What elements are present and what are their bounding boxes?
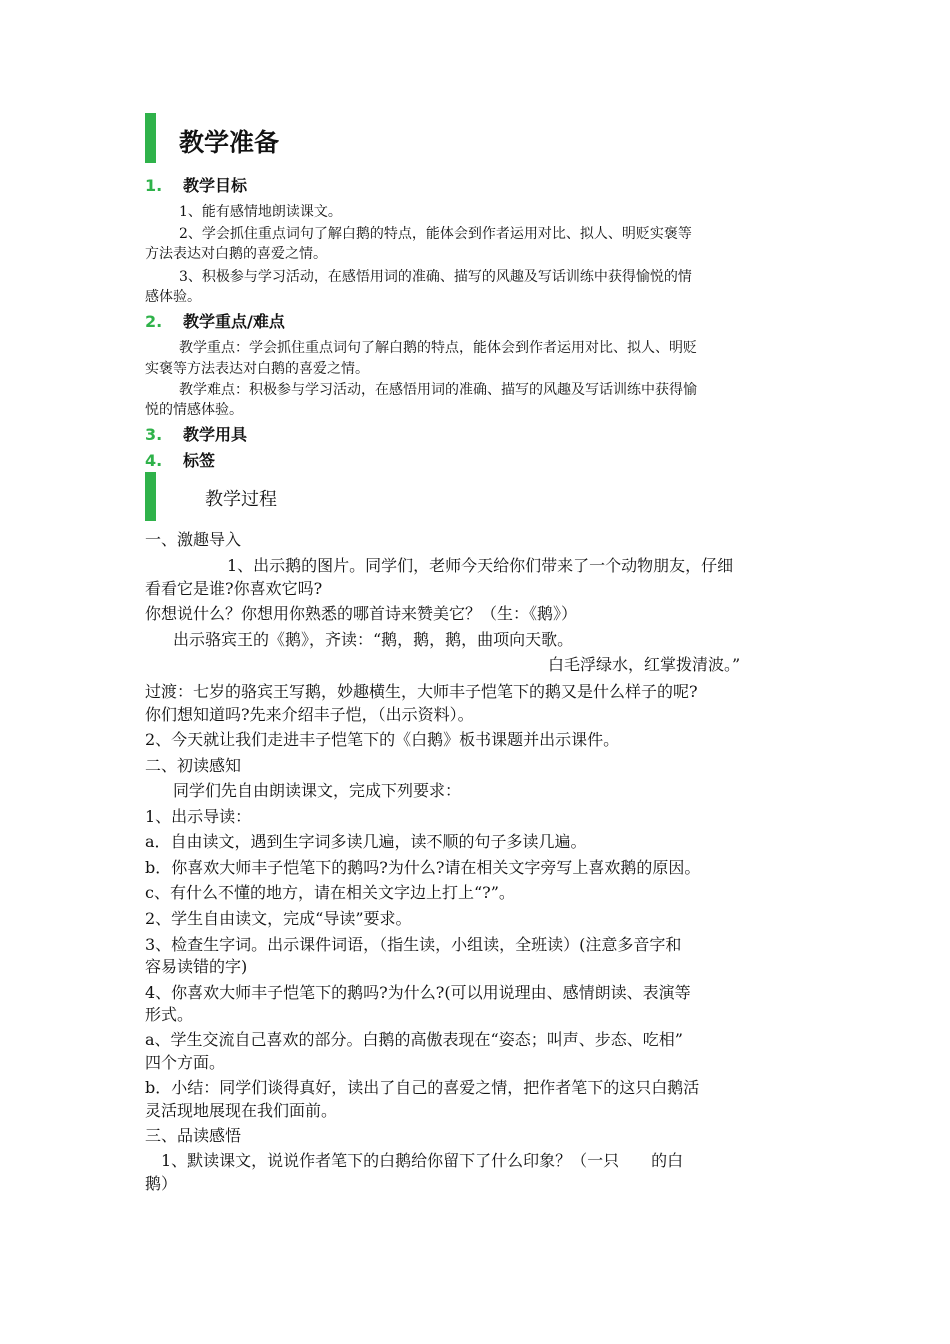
process-line: b．你喜欢大师丰子恺笔下的鹅吗?为什么?请在相关文字旁写上喜欢鹅的原因。 [145, 858, 701, 877]
goal-line: 2、学会抓住重点词句了解白鹅的特点，能体会到作者运用对比、拟人、明贬实褒等 [179, 226, 692, 242]
subsection-title: 标签 [183, 451, 216, 470]
subsection-heading-keypoints [145, 311, 285, 333]
subsection-title: 教学重点/难点 [183, 312, 285, 331]
process-line: 过渡：七岁的骆宾王写鹅，妙趣横生，大师丰子恺笔下的鹅又是什么样子的呢? [145, 682, 698, 701]
keypoint-line: 实褒等方法表达对白鹅的喜爱之情。 [145, 361, 369, 377]
page-title: 教学准备 [179, 128, 280, 157]
process-line: 同学们先自由朗读课文，完成下列要求： [173, 781, 462, 800]
subsection-number: 4. [145, 451, 163, 470]
process-line: 3、检查生字词。出示课件词语，（指生读，小组读，全班读）(注意多音字和 [145, 935, 682, 954]
keypoint-line: 教学难点：积极参与学习活动，在感悟用词的准确、描写的风趣及写话训练中获得愉 [179, 382, 697, 398]
process-line: 鹅） [145, 1174, 178, 1193]
process-line: 形式。 [145, 1005, 194, 1024]
process-line: 灵活现地展现在我们面前。 [145, 1101, 338, 1120]
keypoint-line: 教学重点：学会抓住重点词句了解白鹅的特点，能体会到作者运用对比、拟人、明贬 [179, 340, 697, 356]
subsection-number: 1. [145, 176, 163, 195]
section-accent-bar [145, 113, 156, 163]
subsection-title: 教学目标 [183, 176, 248, 195]
process-line: a、学生交流自己喜欢的部分。白鹅的高傲表现在“姿态；叫声、步态、吃相” [145, 1030, 683, 1049]
process-line: 你想说什么？你想用你熟悉的哪首诗来赞美它？（生：《鹅》） [145, 604, 578, 623]
process-line: 你们想知道吗?先来介绍丰子恺，（出示资料）。 [145, 705, 474, 724]
goal-line: 3、积极参与学习活动，在感悟用词的准确、描写的风趣及写话训练中获得愉悦的情 [179, 269, 692, 285]
process-heading: 三、品读感悟 [145, 1126, 242, 1145]
process-line: 出示骆宾王的《鹅》，齐读：“鹅，鹅，鹅，曲项向天歌。 [173, 630, 574, 649]
process-line: 4、你喜欢大师丰子恺笔下的鹅吗?为什么?(可以用说理由、感情朗读、表演等 [145, 983, 691, 1002]
process-line: c、有什么不懂的地方，请在相关文字边上打上“?”。 [145, 883, 515, 902]
subsection-number: 3. [145, 425, 163, 444]
process-line: 白毛浮绿水，红掌拨清波。” [548, 655, 741, 674]
subsection-heading-goals [145, 175, 247, 197]
process-line: 1、出示导读： [145, 807, 252, 826]
process-line: 容易读错的字) [145, 957, 248, 976]
subsection-heading-tags [145, 450, 215, 472]
process-heading: 一、激趣导入 [145, 530, 242, 549]
goal-line: 感体验。 [145, 289, 201, 305]
process-line: 1、出示鹅的图片。同学们，老师今天给你们带来了一个动物朋友，仔细 [227, 556, 734, 575]
section-accent-bar [145, 472, 156, 521]
process-line: 1、默读课文，说说作者笔下的白鹅给你留下了什么印象？（一只 的白 [161, 1151, 684, 1170]
section-title: 教学过程 [205, 489, 277, 510]
process-heading: 二、初读感知 [145, 756, 242, 775]
goal-line: 1、能有感情地朗读课文。 [179, 204, 342, 220]
subsection-number: 2. [145, 312, 163, 331]
process-line: 2、学生自由读文，完成“导读”要求。 [145, 909, 412, 928]
process-line: a．自由读文，遇到生字词多读几遍，读不顺的句子多读几遍。 [145, 832, 587, 851]
process-line: 2、今天就让我们走进丰子恺笔下的《白鹅》板书课题并出示课件。 [145, 730, 620, 749]
process-line: b．小结：同学们谈得真好，读出了自己的喜爱之情，把作者笔下的这只白鹅活 [145, 1078, 700, 1097]
subsection-title: 教学用具 [183, 425, 248, 444]
goal-line: 方法表达对白鹅的喜爱之情。 [145, 246, 327, 262]
process-line: 四个方面。 [145, 1053, 226, 1072]
keypoint-line: 悦的情感体验。 [145, 402, 243, 418]
process-line: 看看它是谁?你喜欢它吗? [145, 579, 323, 598]
subsection-heading-tools [145, 424, 247, 446]
